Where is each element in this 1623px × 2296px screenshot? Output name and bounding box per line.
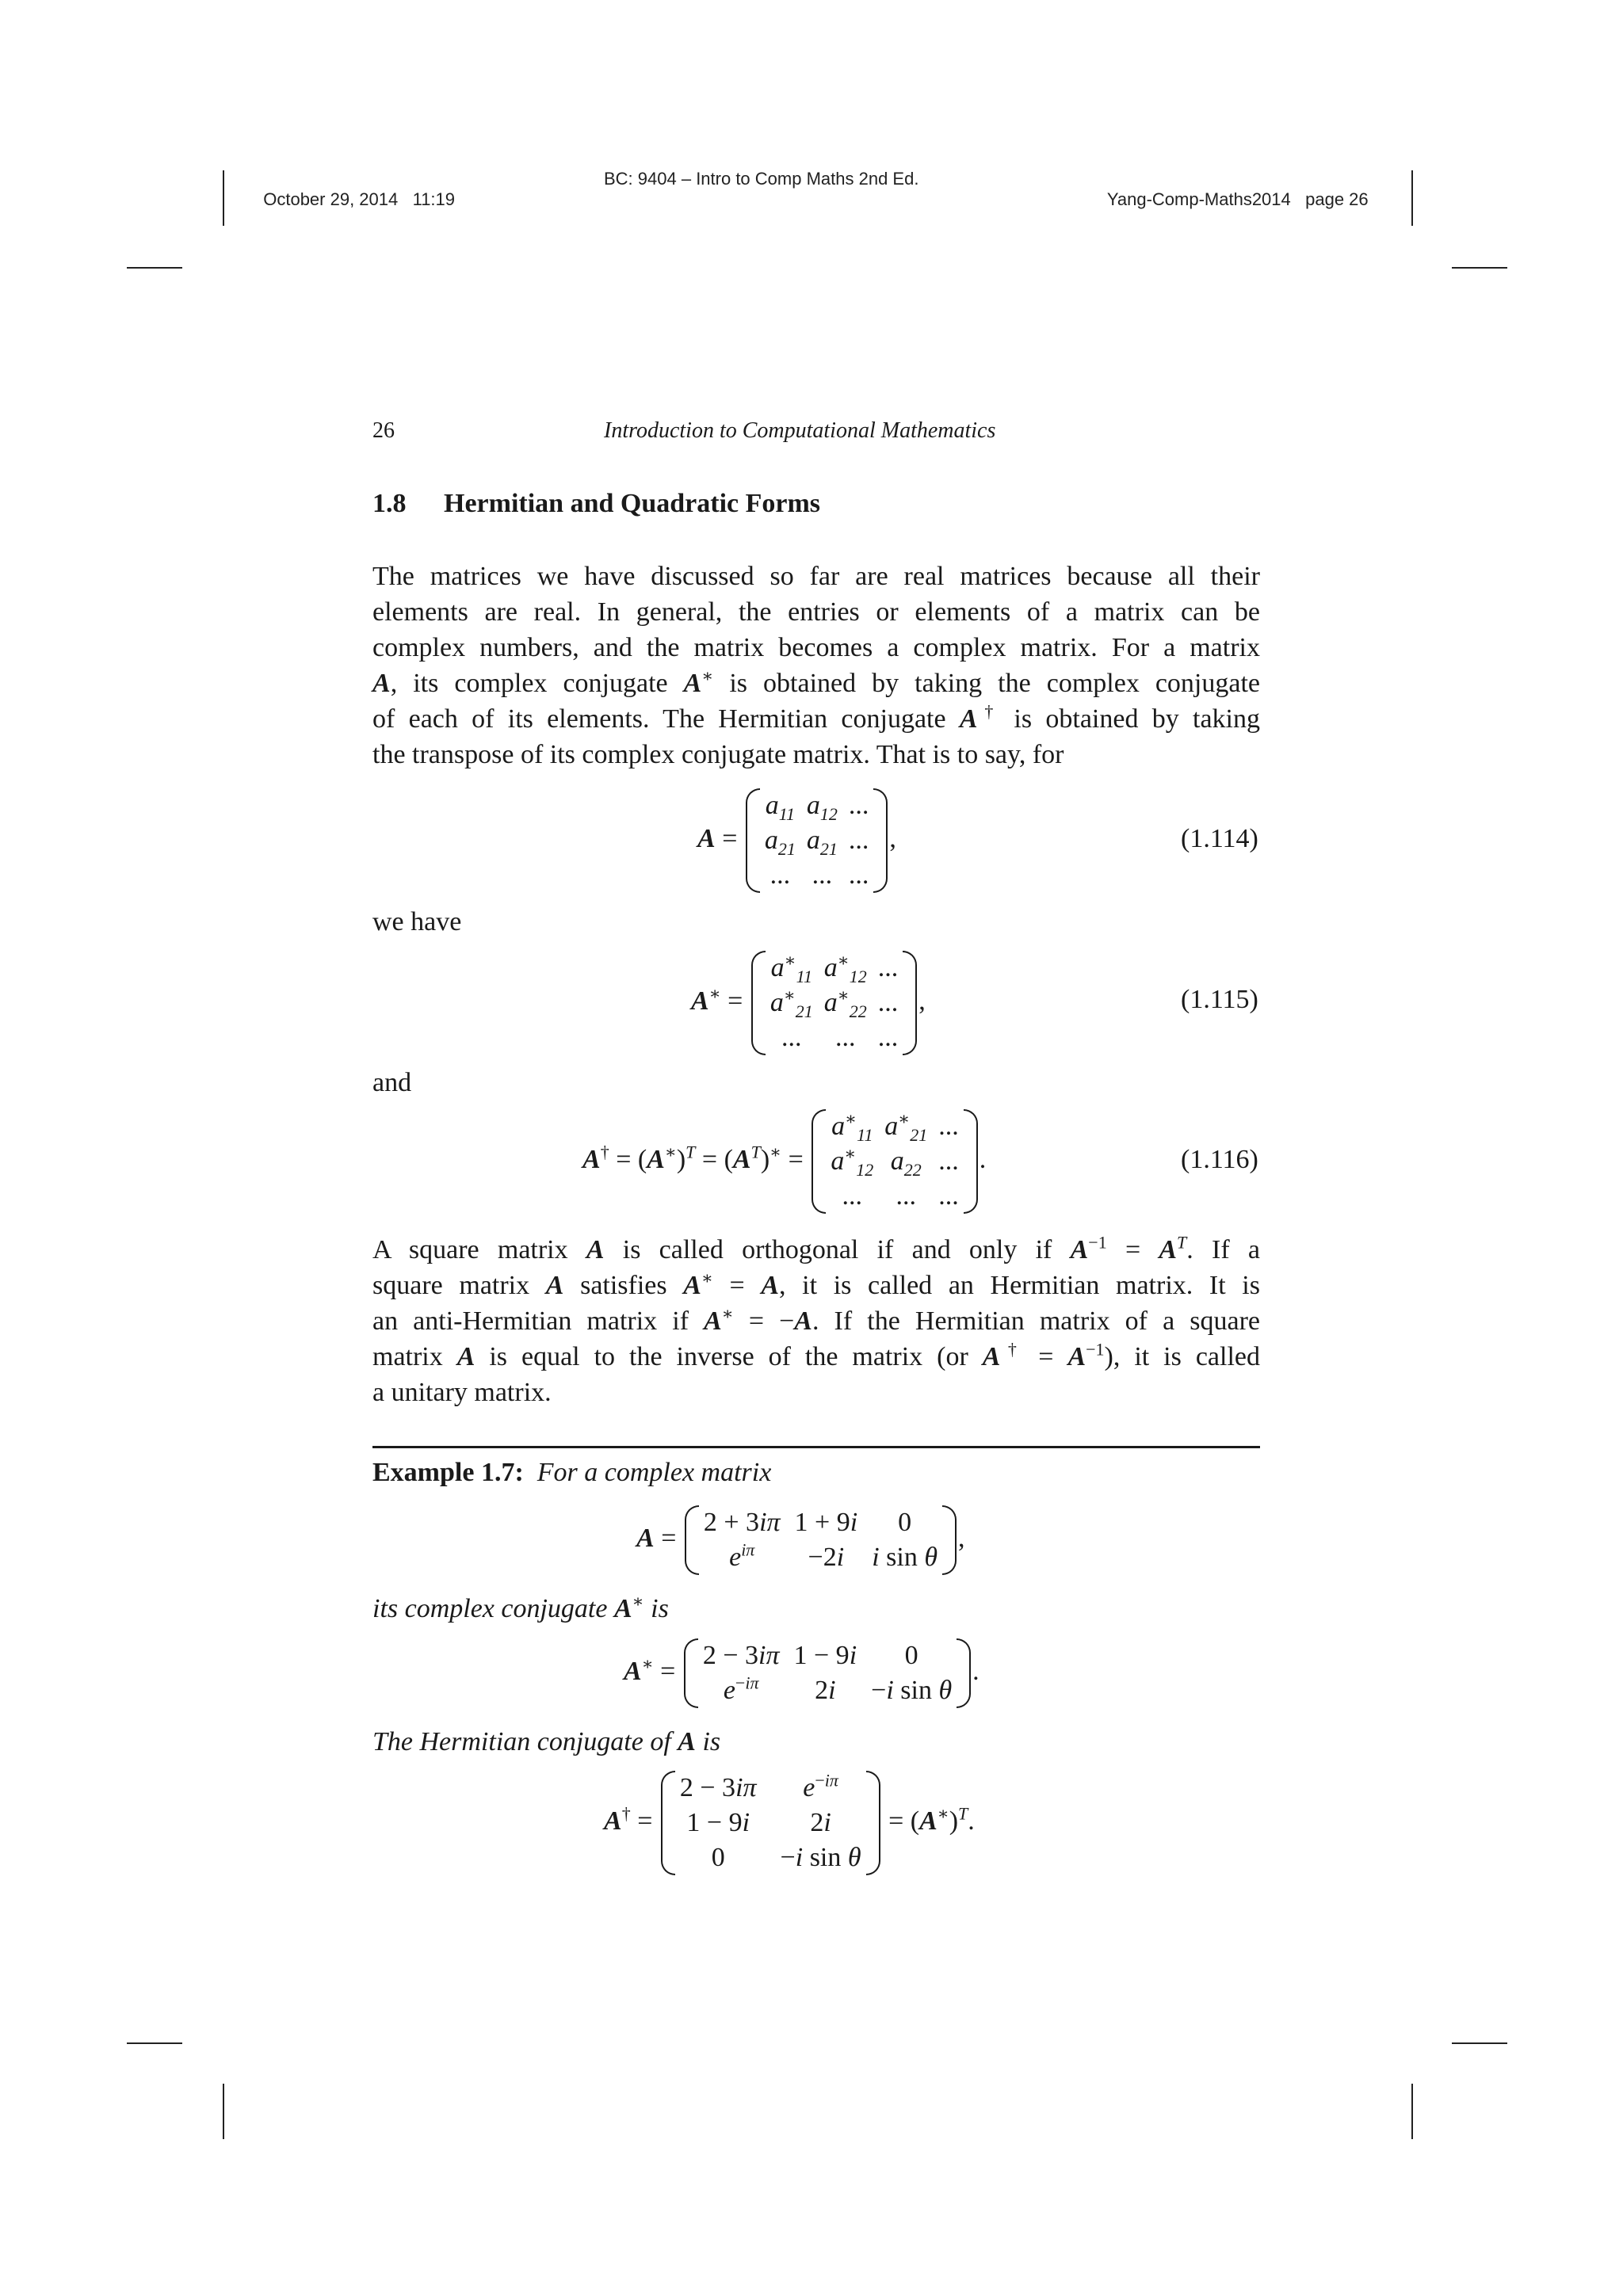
text-line: complex numbers, and the matrix becomes a complex matrix. For a matrix	[372, 633, 1260, 662]
paragraph-definitions	[372, 1232, 1260, 1410]
equation-number: (1.116)	[1181, 1145, 1258, 1174]
text-and: and	[372, 1068, 412, 1097]
crop-mark	[223, 2084, 224, 2139]
matrix-example-A-star: 2 − 3iπ 1 − 9i 0 $e^{-i\pi}$ 2i −i sin θ	[682, 1638, 972, 1708]
text-line: A, its complex conjugate A∗ is obtained by taking the complex conjugate	[372, 666, 1261, 698]
crop-mark	[1411, 170, 1413, 226]
text-line: A square matrix A is called orthogonal if and only if $A^{-1} = A^T$. If a	[372, 1232, 1260, 1264]
text-fragment: The Hermitian conjugate of	[372, 1727, 671, 1756]
text-line: elements are real. In general, the entries or elements of a matrix can be	[372, 597, 1260, 627]
example-intro: For a complex matrix	[537, 1458, 772, 1487]
text-line: matrix A is equal to the inverse of the matrix (or $A^\dagger = A^{-1}$), it is called	[372, 1339, 1260, 1371]
equation-1-114: A = $a_{11}$ $a_{12}$ ... $a_{21}$ $a_{21}$ ... ... ... ... ,	[697, 788, 896, 893]
example-matrix-A-star: A∗ = 2 − 3iπ 1 − 9i 0 $e^{-i\pi}$ 2i −i sin θ .	[624, 1638, 980, 1708]
symbol-A: A	[959, 704, 978, 734]
section-title: Hermitian and Quadratic Forms	[444, 489, 821, 518]
text-fragment: its complex conjugate	[372, 1594, 608, 1623]
text-line: The matrices we have discussed so far are real matrices because all their	[372, 562, 1260, 591]
text-line: a unitary matrix.	[372, 1378, 552, 1407]
print-header-book: BC: 9404 – Intro to Comp Maths 2nd Ed.	[604, 169, 919, 189]
text-fragment: is	[651, 1594, 669, 1623]
example-text-hermitian: The Hermitian conjugate of A is	[372, 1727, 721, 1756]
equation-number: (1.114)	[1181, 824, 1258, 853]
text-line: of each of its elements. The Hermitian conjugate A† is obtained by taking	[372, 701, 1260, 734]
section-heading	[372, 489, 820, 519]
section-number: 1.8	[372, 489, 407, 518]
equation-lhs: A	[691, 986, 709, 1016]
example-matrix-A-dagger: A† = 2 − 3iπ $e^{-i\pi}$ 1 − 9i 2i 0 −i sin θ = $(A^∗)^T$.	[604, 1771, 975, 1875]
example-matrix-A: A = 2 + 3iπ 1 + 9i 0 $e^{i\pi}$ −2i i sin θ ,	[636, 1505, 965, 1575]
text-fragment: of each of its elements. The Hermitian conjugate	[372, 704, 946, 734]
text-fragment: , its complex conjugate	[390, 669, 668, 698]
header-page: page 26	[1305, 189, 1369, 209]
example-heading	[372, 1458, 771, 1488]
equation-number: (1.115)	[1181, 985, 1258, 1014]
example-label: Example 1.7:	[372, 1458, 524, 1487]
text-line: the transpose of its complex conjugate matrix. That is to say, for	[372, 740, 1064, 769]
text-fragment: is obtained by taking	[1014, 704, 1260, 734]
matrix-example-A-dagger: 2 − 3iπ $e^{-i\pi}$ 1 − 9i 2i 0 −i sin θ	[659, 1771, 882, 1875]
running-page-number: 26	[372, 418, 395, 443]
print-header-file	[1098, 169, 1369, 210]
crop-mark	[1452, 2042, 1507, 2044]
text-line: an anti-Hermitian matrix if A∗ = −A. If the Hermitian matrix of a square	[372, 1303, 1260, 1336]
equation-1-115: A∗ = $a^∗_{11}$ $a^∗_{12}$ ... $a^∗_{21}$ $a^∗_{22}$ ... ... ... ... ,	[691, 951, 926, 1055]
equation-1-116: $A^\dagger = (A^∗)^T = (A^T)^∗$ = $a^∗_{11}$ $a^∗_{21}$ ... $a^∗_{12}$ $a_{22}$ ... ... ... ... .	[582, 1109, 986, 1214]
print-header-date	[254, 169, 455, 210]
symbol-A: A	[372, 669, 391, 698]
crop-mark	[1452, 267, 1507, 269]
symbol-A: A	[683, 669, 702, 698]
matrix-A-dagger: $a^∗_{11}$ $a^∗_{21}$ ... $a^∗_{12}$ $a_{22}$ ... ... ... ...	[810, 1109, 979, 1214]
text-fragment: is obtained by taking the complex conjugate	[729, 669, 1261, 698]
example-rule	[372, 1446, 1260, 1448]
header-time: 11:19	[412, 189, 456, 209]
crop-mark	[127, 2042, 182, 2044]
header-date: October 29, 2014	[263, 189, 399, 209]
crop-mark	[127, 267, 182, 269]
running-title: Introduction to Computational Mathematics	[604, 418, 996, 443]
example-text-conjugate: its complex conjugate A∗ is	[372, 1591, 669, 1623]
matrix-example-A: 2 + 3iπ 1 + 9i 0 $e^{i\pi}$ −2i i sin θ	[683, 1505, 958, 1575]
matrix-A: $a_{11}$ $a_{12}$ ... $a_{21}$ $a_{21}$ ... ... ... ...	[744, 788, 890, 893]
crop-mark	[223, 170, 224, 226]
paragraph-intro	[372, 559, 1260, 772]
crop-mark	[1411, 2084, 1413, 2139]
text-line: square matrix A satisfies A∗ = A, it is called an Hermitian matrix. It is	[372, 1268, 1260, 1300]
text-we-have: we have	[372, 907, 462, 936]
equation-lhs: A	[697, 823, 716, 853]
matrix-A-star: $a^∗_{11}$ $a^∗_{12}$ ... $a^∗_{21}$ $a^∗_{22}$ ... ... ... ...	[750, 951, 918, 1055]
text-fragment: is	[702, 1727, 721, 1756]
header-file: Yang-Comp-Maths2014	[1106, 189, 1291, 209]
